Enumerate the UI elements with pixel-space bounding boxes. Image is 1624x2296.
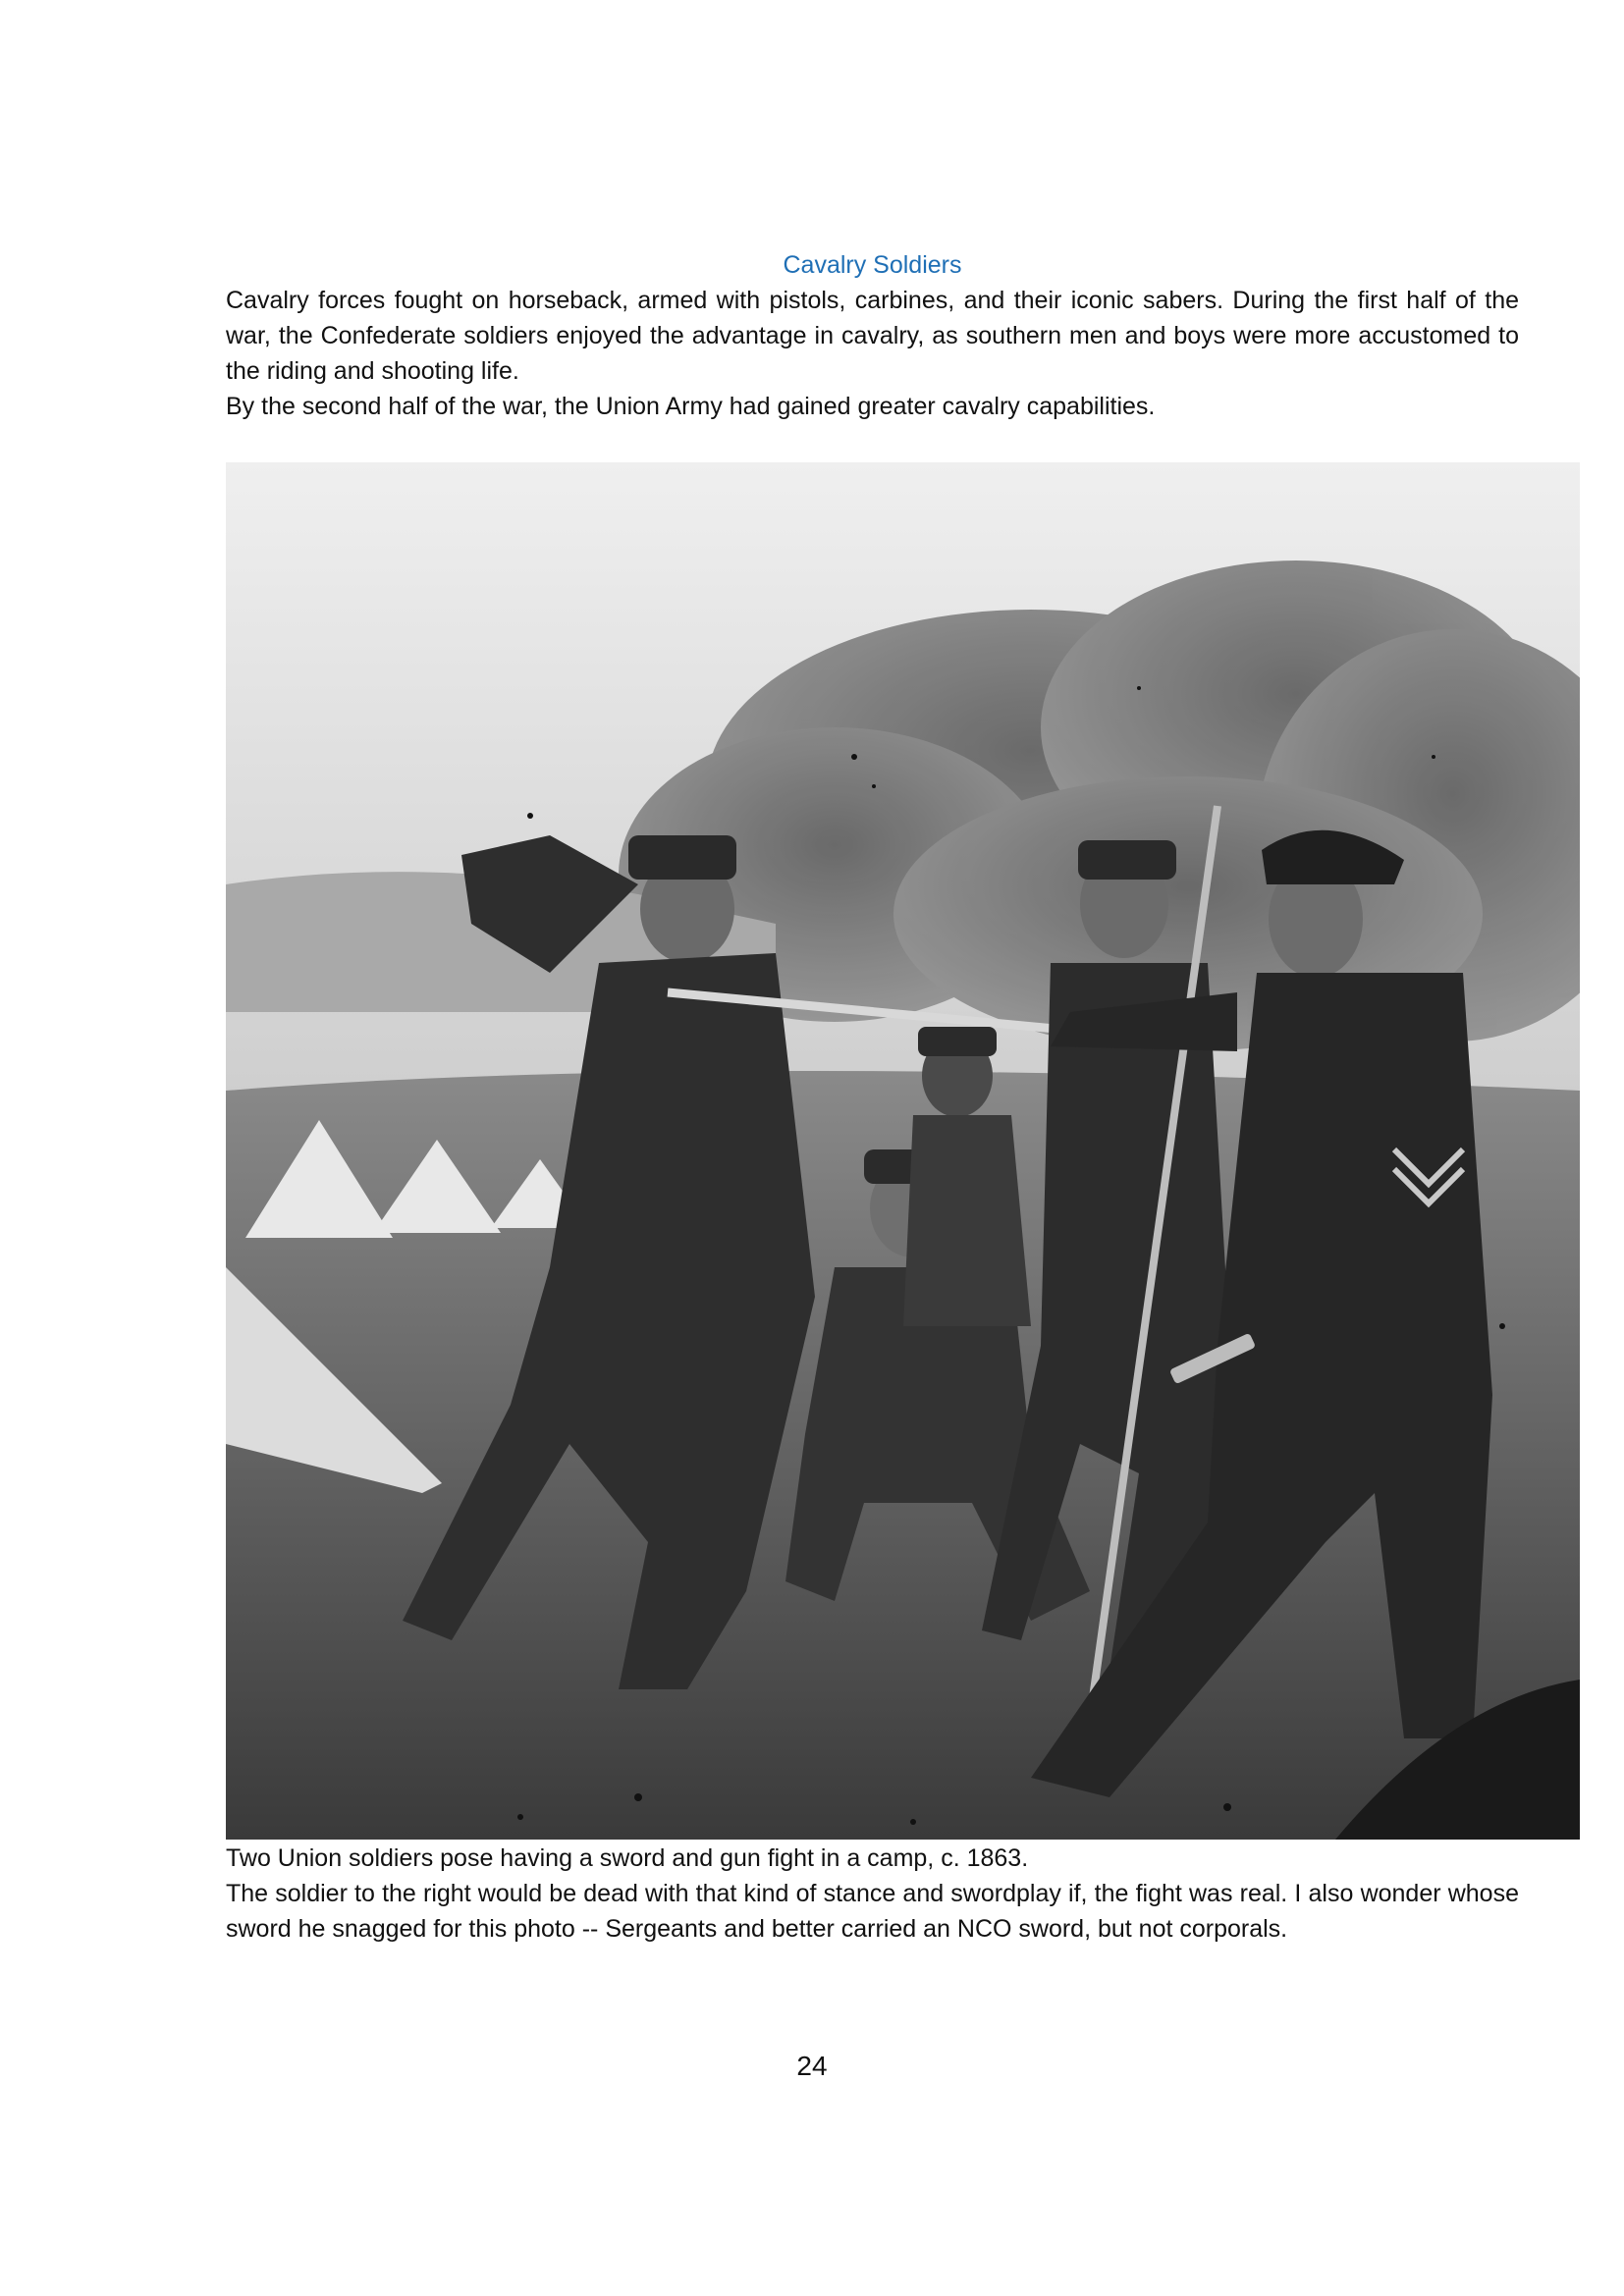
page-number: 24 bbox=[796, 2051, 828, 2081]
intro-paragraph: Cavalry forces fought on horseback, armed with pistols, carbines, and their iconic sabers. During the first half of the war, the Confederate soldiers enjoyed the advantage in cavalry, as southern men and boys were more accustomed to the riding and shooting life. bbox=[226, 287, 1519, 385]
section-heading: Cavalry Soldiers bbox=[783, 251, 962, 279]
commentary-paragraph: The soldier to the right would be dead with that kind of stance and swordplay if, the fight was real. I also wonder whose sword he snagged for this photo -- Sergeants and better carried an NCO sword, but not corporals. bbox=[226, 1880, 1519, 1943]
second-paragraph: By the second half of the war, the Union Army had gained greater cavalry capabilities. bbox=[226, 393, 1156, 420]
historical-photo bbox=[226, 462, 1580, 1840]
text-block-top bbox=[226, 247, 1519, 424]
caption-block bbox=[226, 1841, 1519, 1947]
photo-caption: Two Union soldiers pose having a sword and gun fight in a camp, c. 1863. bbox=[226, 1844, 1029, 1872]
photo-illustration bbox=[226, 462, 1580, 1840]
